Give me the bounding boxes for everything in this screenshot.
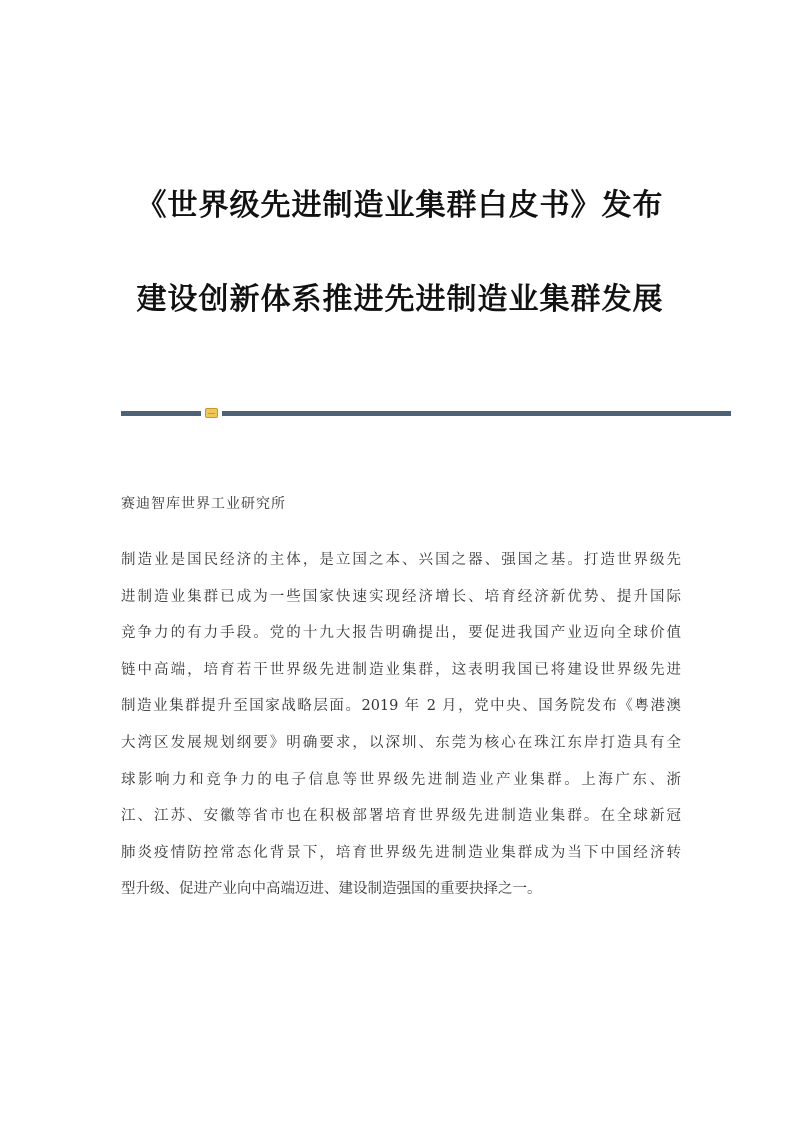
divider-bar-right	[222, 411, 731, 416]
paragraph-line: 进制造业集群已成为一些国家快速实现经济增长、培育经济新优势、提升国际	[121, 588, 681, 605]
body-paragraph	[121, 542, 681, 908]
paragraph-line: 制造业集群提升至国家战略层面。2019 年 2 月，党中央、国务院发布《粤港澳	[121, 698, 681, 715]
paragraph-line: 球影响力和竞争力的电子信息等世界级先进制造业产业集群。上海广东、浙	[121, 771, 681, 788]
paragraph-line: 型升级、促进产业向中高端迈进、建设制造强国的重要抉择之一。	[121, 881, 542, 898]
document-title	[0, 184, 800, 322]
title-line-1: 《世界级先进制造业集群白皮书》发布	[136, 188, 664, 223]
paragraph-line: 制造业是国民经济的主体，是立国之本、兴国之器、强国之基。打造世界级先	[121, 552, 681, 568]
title-line-2: 建设创新体系推进先进制造业集群发展	[136, 282, 664, 317]
paragraph-line: 大湾区发展规划纲要》明确要求，以深圳、东莞为核心在珠江东岸打造具有全	[121, 734, 681, 751]
envelope-icon	[205, 408, 218, 418]
paragraph-line: 肺炎疫情防控常态化背景下，培育世界级先进制造业集群成为当下中国经济转	[121, 844, 681, 861]
author-affiliation: 赛迪智库世界工业研究所	[121, 496, 286, 512]
divider-bar-left	[121, 411, 201, 416]
title-divider	[121, 408, 731, 418]
paragraph-line: 竞争力的有力手段。党的十九大报告明确提出，要促进我国产业迈向全球价值	[121, 625, 681, 642]
paragraph-line: 江、江苏、安徽等省市也在积极部署培育世界级先进制造业集群。在全球新冠	[121, 808, 681, 825]
paragraph-line: 链中高端，培育若干世界级先进制造业集群，这表明我国已将建设世界级先进	[121, 661, 681, 678]
